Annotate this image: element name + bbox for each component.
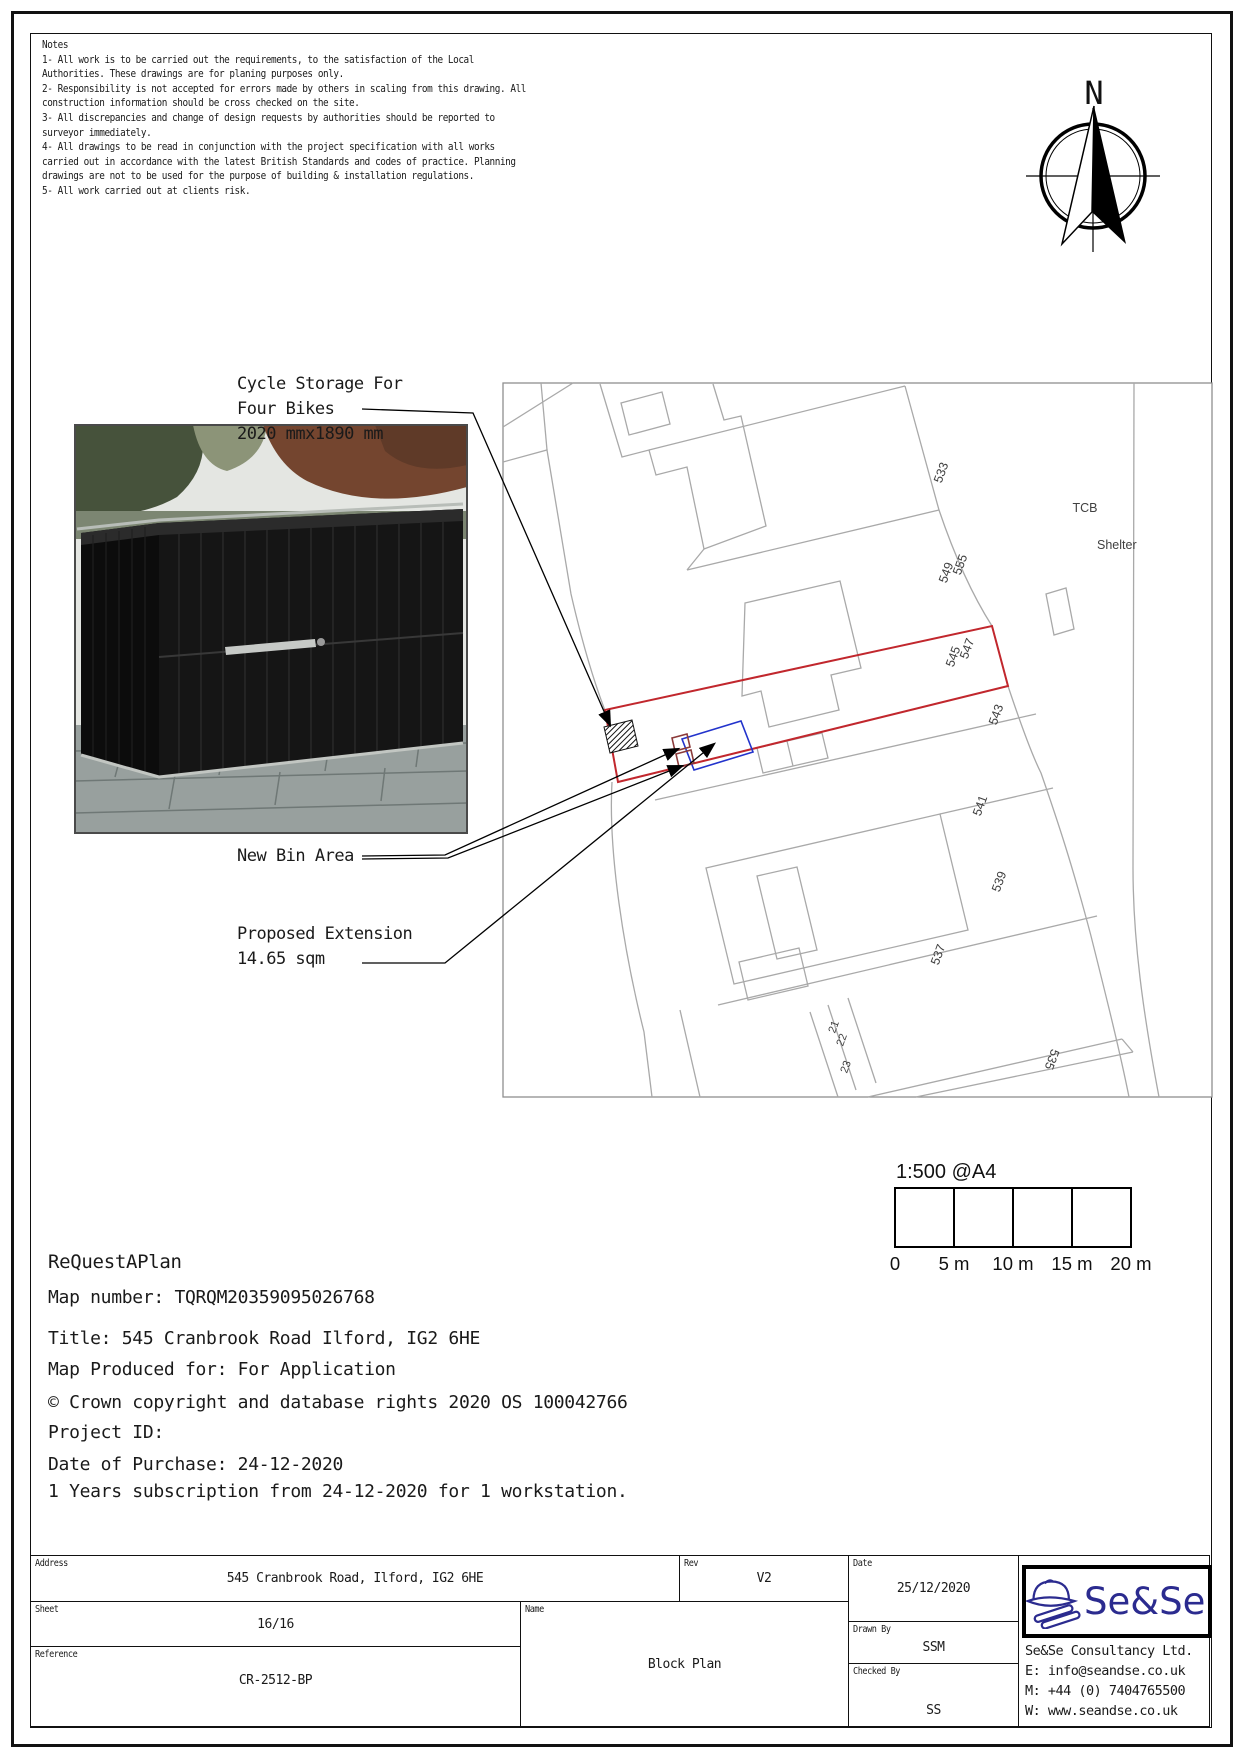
map-title: Title: 545 Cranbrook Road Ilford, IG2 6HE [48,1328,481,1349]
parcel-label: 533 [931,460,952,485]
scale-tick: 10 m [992,1253,1034,1274]
extension-label-line1: Proposed Extension [237,924,413,944]
subscription-note: 1 Years subscription from 24-12-2020 for 1 workstation. [48,1481,628,1502]
scale-bar [890,1161,1152,1274]
note-item: 2- Responsibility is not accepted for errors made by others in scaling from this drawing. All construction information should be cross checked on the site. [42,81,526,110]
scale-tick: 5 m [938,1253,970,1274]
sheet-cell [30,1601,521,1647]
date-cell [848,1555,1019,1622]
company-logo [1022,1565,1212,1638]
cycle-storage-label-line3: 2020 mmx1890 mm [237,424,384,444]
drawn-by-label: Drawn By [853,1624,891,1635]
cycle-storage-label-line2: Four Bikes [237,399,335,419]
cycle-storage-photo [75,425,467,833]
parcel-label: 21 [826,1019,842,1035]
sheet-label: Sheet [35,1604,59,1615]
note-item: 4- All drawings to be read in conjunction with the project specification with all works carried out in accordance with the latest British Standards and codes of practice. Planning drawings are not to be used for the purpose of building & installation regulations. [42,140,516,183]
bin-area-label: New Bin Area [237,846,354,866]
block-plan-map [503,383,1212,1097]
scale-tick: 15 m [1051,1253,1093,1274]
reference-value: CR-2512-BP [238,1673,313,1688]
company-website: W: www.seandse.co.uk [1025,1703,1178,1719]
parcel-label: 539 [989,869,1010,894]
parcel-label: 541 [970,793,991,818]
parcel-label: 543 [986,702,1007,727]
address-value: 545 Cranbrook Road, Ilford, IG2 6HE [226,1571,484,1586]
note-item: 5- All work carried out at clients risk. [42,183,251,197]
note-item: 3- All discrepancies and change of design requests by authorities should be reported to surveyor immediately. [42,110,495,139]
crown-copyright: © Crown copyright and database rights 2020 OS 100042766 [48,1392,628,1413]
name-value: Block Plan [647,1656,722,1672]
date-value: 25/12/2020 [896,1581,971,1596]
drawn-by-cell [848,1621,1019,1664]
parcel-label: 549 [936,560,957,585]
north-compass-icon [1026,74,1160,252]
cycle-storage-label [237,372,403,447]
company-name: Se&Se Consultancy Ltd. [1025,1643,1193,1659]
project-id: Project ID: [48,1422,164,1443]
date-label: Date [853,1558,872,1569]
parcel-label: 555 [950,552,971,577]
tcb-label: TCB [1072,501,1098,515]
hardhat-pipes-icon [1026,1575,1082,1629]
parcel-label: 545 [943,644,964,669]
address-label: Address [35,1558,68,1569]
checked-by-cell [848,1663,1019,1727]
company-email: E: info@seandse.co.uk [1025,1663,1186,1679]
map-info-block [48,1251,628,1503]
drawn-by-value: SSM [922,1640,945,1655]
checked-by-value: SS [926,1703,941,1718]
scale-title: 1:500 @A4 [896,1161,997,1183]
rev-cell [679,1555,849,1602]
company-contact [1025,1641,1193,1721]
reference-cell [30,1646,521,1727]
company-logo-text: Se&Se [1084,1580,1206,1623]
extension-label-line2: 14.65 sqm [237,949,325,969]
parcel-label: 547 [957,636,978,661]
date-of-purchase: Date of Purchase: 24-12-2020 [48,1454,344,1475]
map-provider: ReQuestAPlan [48,1251,182,1273]
scale-tick: 20 m [1110,1253,1152,1274]
note-item: 1- All work is to be carried out the requirements, to the satisfaction of the Local Authorities. These drawings are for planing purposes only. [42,52,474,81]
scale-tick: 0 [889,1253,901,1274]
map-produced-for: Map Produced for: For Application [48,1359,396,1380]
map-number: Map number: TQRQM20359095026768 [48,1287,375,1308]
cycle-storage-label-line1: Cycle Storage For [237,374,403,394]
parcel-label: 22 [834,1032,850,1048]
extension-label [237,922,412,972]
checked-by-label: Checked By [853,1666,900,1677]
rev-value: V2 [756,1571,772,1586]
north-label: N [1084,74,1104,112]
reference-label: Reference [35,1649,78,1660]
parcel-label: 535 [1041,1047,1062,1072]
notes-block [42,38,535,199]
name-label: Name [525,1604,544,1615]
name-cell [520,1601,849,1727]
notes-title: Notes [42,38,69,51]
company-mobile: M: +44 (0) 7404765500 [1025,1683,1186,1699]
address-cell [30,1555,680,1602]
parcel-label: 537 [928,942,949,967]
shelter-label: Shelter [1097,538,1137,552]
rev-label: Rev [684,1558,699,1569]
sheet-value: 16/16 [257,1616,294,1632]
parcel-label: 23 [838,1059,854,1075]
